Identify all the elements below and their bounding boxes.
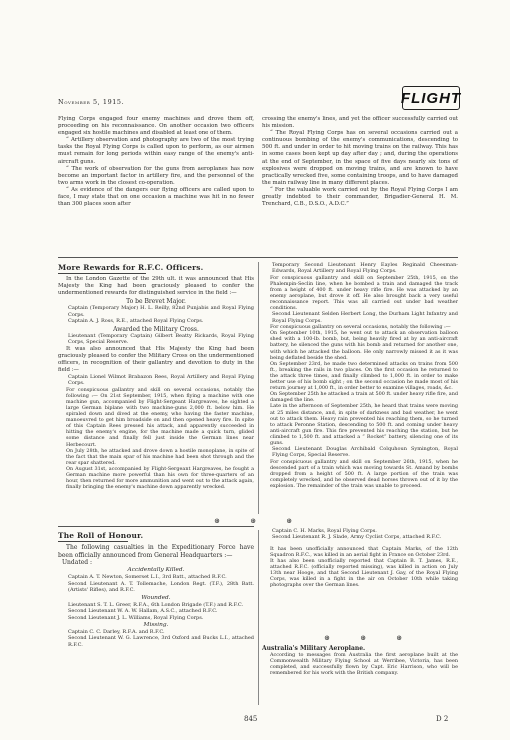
australia-title: Australia's Military Aeroplane.	[262, 645, 366, 652]
mc-heading: Awarded the Military Cross.	[113, 325, 199, 333]
reward-entry: Captain A. J. Ross, R.E., attached Royal Flying Corps.	[68, 318, 204, 325]
paragraph: It was also announced that His Majesty the King had been graciously pleased to confer the Military Cross on the undermentioned officers, in recognition of their gallantry and devotion to duty in the field :—	[58, 345, 254, 373]
honour-right-column	[262, 528, 458, 588]
honour-left-column	[58, 544, 254, 648]
page-number: 845	[244, 715, 258, 723]
signature-mark: D 2	[436, 715, 449, 723]
paragraph: “ For the valuable work carried out by the Royal Flying Corps I am greatly indebted to their commander, Brigadier-General H. M. Trenchard, C.B., D.S.O., A.D.C.”	[262, 186, 458, 208]
flight-logo: FLIGHT	[402, 86, 460, 110]
reward-entry: Temporary Second Lieutenant Henry Eayles Reginald Cheesman-Edwards, Royal Artillery and Royal Flying Corps.	[272, 262, 458, 275]
casualty-entry: Second Lieutenant R. J. Slade, Army Cyclist Corps, attached R.F.C.	[272, 534, 442, 541]
paragraph: The following casualties in the Expeditionary Force have been officially announced from General Headquarters :—	[58, 544, 254, 559]
casualty-entry: Captain C. H. Marks, Royal Flying Corps.	[272, 528, 377, 534]
citation: For conspicuous gallantry on several occasions, notably the following :—	[270, 324, 451, 331]
citation: On August 31st, accompanied by Flight-Sergeant Hargreaves, he fought a German machine more powerful than his own for three-quarters of an hour, then returned for more ammunition and went out to the attack again, finally bringing the enemy's machine down apparently wrecked.	[66, 465, 254, 491]
citation: For conspicuous gallantry and skill on several occasions, notably the following :— On 21st September, 1915, when flying a machine with one machine gun, accompanied by Flight-Sergeant Hargreaves, he sighted a large German biplane with two machine-guns 2,000 ft. below him. He spiraled down and dived at the enemy, who having the faster machine, manoeuvred to get him broadside on and then opened heavy fire. In spite of this Captain Rees pressed his attack, and apparently succeeded in hitting the enemy's engine, for the machine made a quick turn, glided some distance and finally fell just inside the German lines near Herbecourt.	[66, 386, 254, 448]
brevet-heading: To be Brevet Major.	[126, 298, 186, 306]
section-divider	[58, 526, 254, 527]
column-divider	[258, 530, 259, 705]
casualty-entry: Lieutenant S. T. L. Greer, R.F.A., 6th London Brigade (T.F.) and R.F.C.	[68, 601, 244, 608]
title-underline	[58, 541, 128, 542]
reward-entry: Second Lieutenant Douglas Archibald Colquhoun Symington, Royal Flying Corps, Special Reserve.	[272, 446, 458, 459]
reward-entry: Captain (Temporary Major) H. L. Reilly, 82nd Punjabis and Royal Flying Corps.	[68, 305, 254, 318]
top-left-column	[58, 116, 254, 208]
top-right-column	[262, 116, 458, 208]
issue-date: November 5, 1915.	[58, 98, 125, 106]
paragraph: “ As evidence of the dangers our flying officers are called upon to face, I may state that on one occasion a machine was hit in no fewer than 300 places soon after	[58, 186, 254, 208]
paragraph: It has also been unofficially reported that Captain B. T. James, R.E., attached R.F.C. (officially reported missing), was killed in action on July 13th near Hooge, and that Second Lieutenant J. Gay, of the Royal Flying Corps, was killed in a fight in the air on October 10th while taking photographs over the German lines.	[270, 558, 458, 589]
casualty-entry: Captain A. T. Newton, Somerset L.I., 3rd Batt., attached R.F.C.	[68, 574, 227, 581]
rewards-right-column	[262, 262, 458, 489]
rewards-intro: In the London Gazette of the 29th ult. it was announced that His Majesty the King had been graciously pleased to confer the undermentioned rewards for distinguished service in the field :—	[58, 276, 254, 297]
citation: For conspicuous gallantry and skill on September 25th, 1915, on the Phalempin-Seclin line, when he bombed a train and damaged the track from a height of 400 ft. under heavy rifle fire. He was attacked by an enemy aeroplane, but drove it off. He also brought back a very useful reconnaissance report. This was all carried out under bad weather conditions.	[270, 274, 458, 312]
wounded-heading: Wounded.	[141, 594, 171, 601]
casualty-entry: Second Lieutenant W. G. Lawrence, 3rd Oxford and Bucks L.I., attached R.F.C.	[68, 635, 254, 648]
reward-entry: Lieutenant (Temporary Captain) Gilbert Beatty Rickards, Royal Flying Corps, Special Reserve.	[68, 332, 254, 346]
rewards-left-column	[58, 276, 254, 490]
citation: On July 28th, he attacked and drove down a hostile monoplane, in spite of the fact that the main spar of his machine had been shot through and the rear spar shattered.	[66, 447, 254, 466]
title-underline	[58, 273, 146, 274]
casualty-entry: Captain C. C. Darley, R.F.A. and R.F.C.	[68, 629, 165, 635]
reward-entry: Captain Lionel Wilmot Brabazon Rees, Royal Artillery and Royal Flying Corps.	[68, 373, 254, 387]
paragraph: crossing the enemy's lines, and yet the officer successfully carried out his mission.	[262, 116, 458, 130]
paragraph: “ The Royal Flying Corps has on several occasions carried out a continuous bombing of the enemy's communications, descending to 500 ft. and under in order to hit moving trains on the railway. This has in some cases been kept up day after day ; and, during the operations at the end of September, in the space of five days nearly six tons of explosives were dropped on moving trains, and are known to have practically wrecked five, some containing troops, and to have damaged the main railway line in many different places.	[262, 130, 458, 186]
casualty-entry: Second Lieutenant J. L. Williams, Royal Flying Corps.	[68, 614, 204, 621]
paragraph: “ Artillery observation and photography are two of the most trying tasks the Royal Flying Corps is called upon to perform, as our airmen must remain for long periods within easy range of the enemy's anti-aircraft guns.	[58, 137, 254, 165]
honour-title-text: The Roll of Honour.	[58, 531, 144, 540]
citation: For conspicuous gallantry and skill on September 26th, 1915, when he descended part of a train which was moving towards St. Amand by bombs dropped from a height of 500 ft. A large portion of the train was completely wrecked, and he observed dead horses thrown out of it by the explosion. The remainder of the train was unable to proceed.	[270, 458, 458, 490]
casualty-entry: Second Lieutenant W. A. W. Hallam, A.S.C., attached R.F.C.	[68, 608, 218, 615]
paragraph: “ The work of observation for the guns from aeroplanes has now become an important factor in artillery fire, and the personnel of the two arms work in the closest co-operation.	[58, 165, 254, 186]
ornament-divider: ⊛ ⊛ ⊛	[214, 517, 307, 525]
paragraph: According to messages from Australia the first aeroplane built at the Commonwealth Military Flying School at Werribee, Victoria, has been completed, and successfully flown by Capt. Eric Harrison, who will be remembered for his work with the British company.	[270, 652, 458, 677]
rewards-title	[58, 263, 203, 274]
ornament-divider: ⊛ ⊛ ⊛	[324, 634, 417, 642]
killed-heading: Accidentally Killed.	[127, 567, 185, 574]
paragraph: It has been unofficially announced that Captain Marks, of the 12th Squadron R.F.C., was killed in an aerial fight in France on October 23rd.	[270, 545, 458, 558]
citation: On September 25th he attacked a train at 500 ft. under heavy rifle fire, and damaged the line.	[270, 391, 458, 404]
honour-title	[58, 531, 143, 542]
citation: On September 10th, 1915, he went out to attack an observation balloon shed with a 100-lb. bomb, but, being heavily fired at by an anti-aircraft battery, he silenced the guns with his bomb and returned for another one, with which he attacked the balloon. He only narrowly missed it as it was being deflated beside the shed.	[270, 330, 458, 361]
section-divider	[58, 257, 458, 258]
australia-column	[262, 645, 458, 676]
paragraph: Flying Corps engaged four enemy machines and drove them off, proceeding on his reconnaissance. On another occasion two officers engaged six hostile machines and disabled at least one of them.	[58, 116, 254, 137]
column-divider	[258, 262, 259, 514]
missing-heading: Missing.	[143, 621, 169, 628]
undated-label: Undated :	[62, 559, 93, 567]
reward-entry: Second Lieutenant Selden Herbert Long, the Durham Light Infantry and Royal Flying Corps.	[272, 311, 458, 324]
citation: Late in the afternoon of September 25th, he heard that trains were moving at 25 miles distance, and, in spite of darkness and bad weather, he went out to attack them. Heavy rain prevented his reaching them, so he turned to attack Peronne Station, descending to 500 ft. and coming under heavy anti-aircraft gun fire. This fire prevented his reaching the station, but he climbed to 1,500 ft. and attacked a “ Rocket” battery, silencing one of its guns.	[270, 403, 458, 446]
rewards-title-text: More Rewards for R.F.C. Officers.	[58, 263, 204, 272]
citation: On September 23rd, he made two determined attacks on trains from 500 ft., breaking the rails in two places. On the first occasion he returned to the attack three times, and finally climbed to 1,000 ft. in order to make better use of his bomb sight ; on the second occasion he made most of his return journey at 1,000 ft., in order better to examine villages, roads, &c.	[270, 360, 458, 392]
casualty-entry: Second Lieutenant A. T. Tollemache, London Regt. (T.F.), 28th Batt. (Artists' Rifles), and R.F.C.	[68, 580, 254, 594]
